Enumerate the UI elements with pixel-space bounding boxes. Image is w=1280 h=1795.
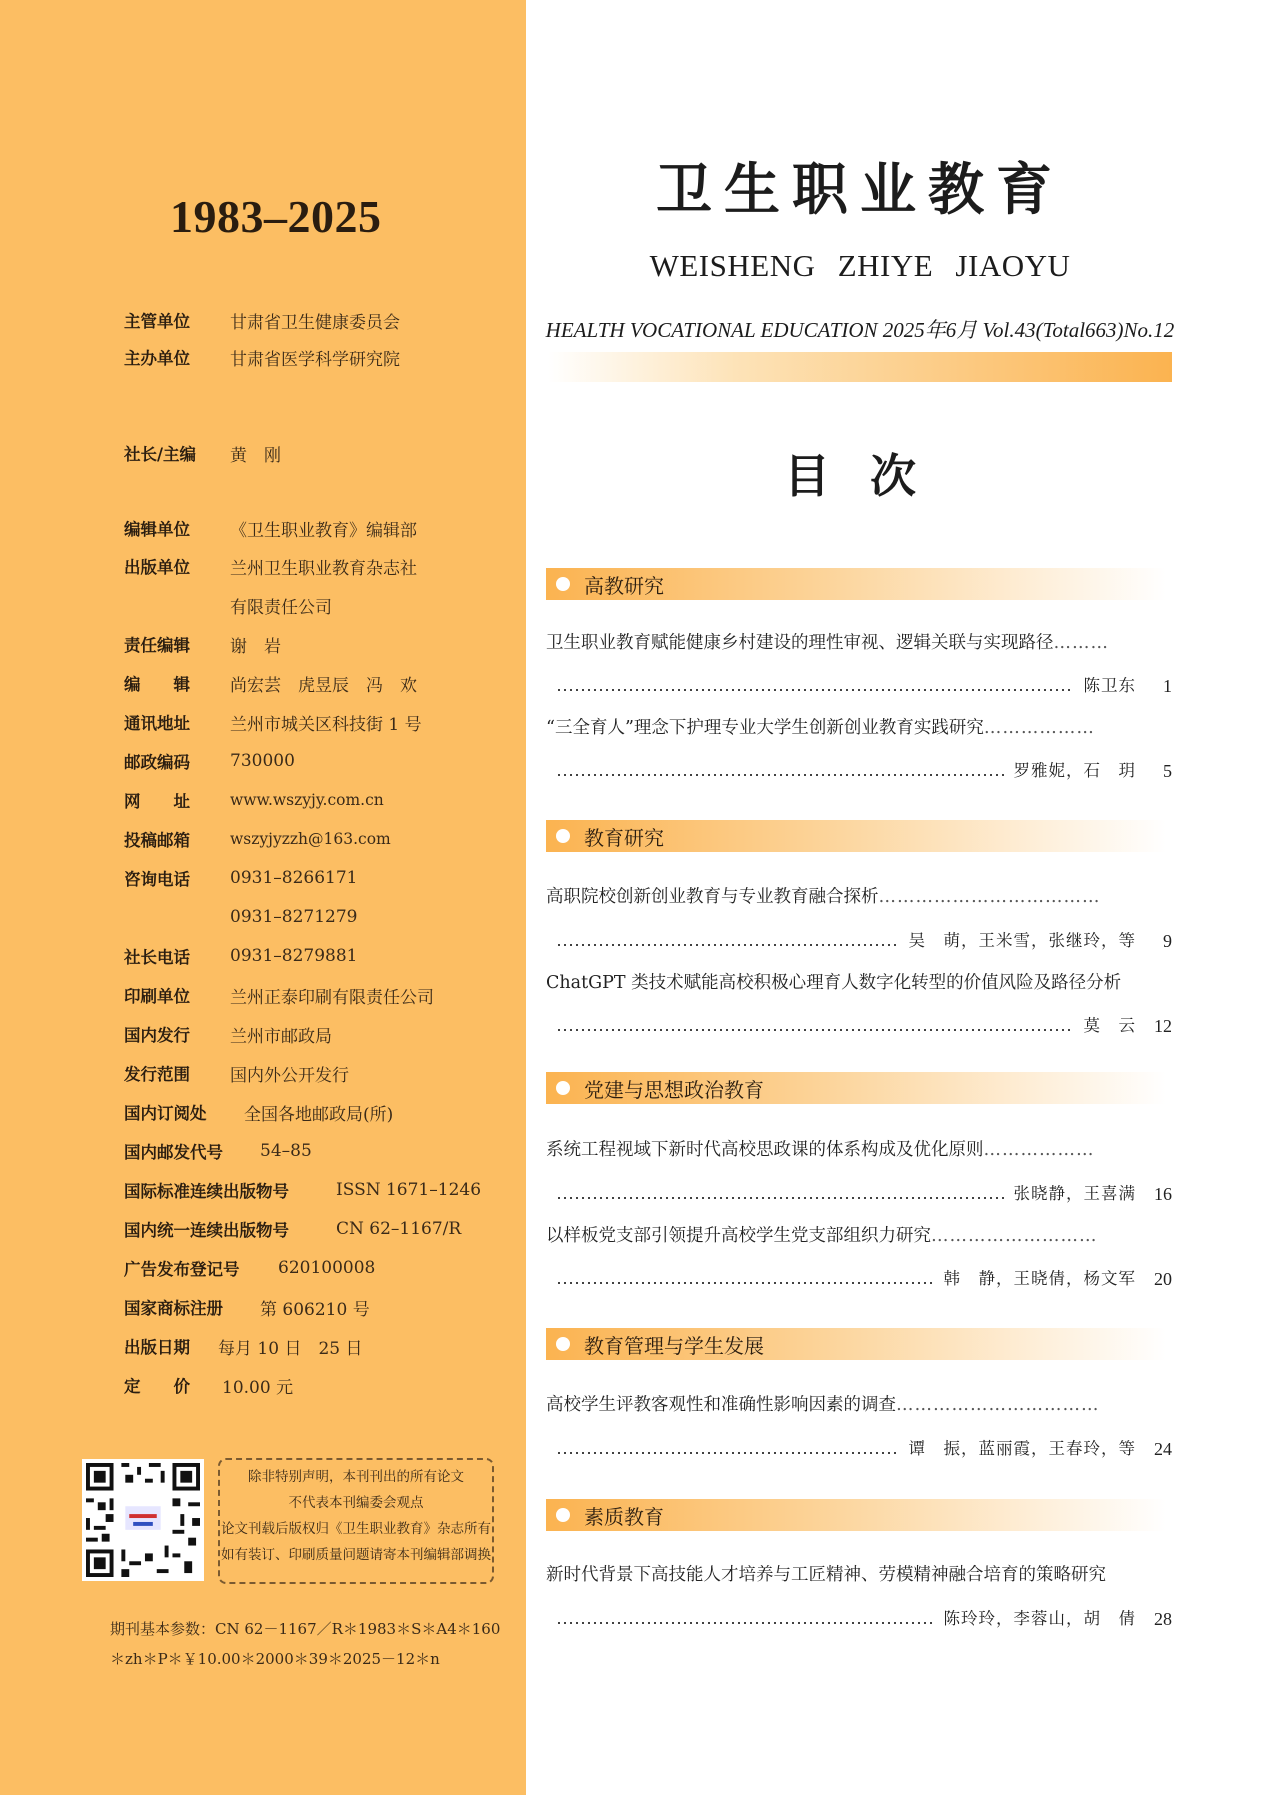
article-page: 9 (1163, 931, 1172, 951)
info-label: 网 址 (124, 792, 190, 811)
sidebar (0, 0, 526, 1795)
info-label: 编辑单位 (124, 520, 190, 539)
article-authors: 张晓静，王喜满 (1013, 1184, 1136, 1203)
article-title[interactable] (546, 884, 1136, 910)
info-label: 社长电话 (124, 948, 190, 967)
info-value: 每月 10 日 25 日 (218, 1338, 363, 1359)
section-name: 素质教育 (584, 1504, 664, 1529)
info-row (124, 345, 400, 370)
info-label: 出版单位 (124, 558, 190, 577)
info-value: 谢 岩 (230, 636, 281, 657)
article-authors: 韩 静，王晓倩，杨文军 (943, 1269, 1136, 1288)
article-page: 5 (1163, 761, 1172, 781)
info-row (124, 1295, 370, 1320)
article-title-text: 高职院校创新创业教育与专业教育融合探析 (546, 887, 879, 907)
bullet-icon (556, 1081, 570, 1095)
dot-leader (556, 774, 1004, 776)
dot-leader (556, 944, 899, 946)
section-header (546, 820, 1166, 852)
article-title-leader: ……………… (983, 718, 1095, 738)
notice-line: 论文刊载后版权归《卫生职业教育》杂志所有 (221, 1521, 491, 1537)
article-byline (556, 673, 1172, 699)
section-header (546, 568, 1166, 600)
article-title[interactable] (546, 1223, 1136, 1249)
article-title[interactable] (546, 970, 1136, 996)
article-title-text: 以样板党支部引领提升高校学生党支部组织力研究 (546, 1226, 931, 1246)
bullet-icon (556, 1508, 570, 1522)
info-row (124, 1334, 363, 1359)
info-row (124, 749, 295, 773)
info-row (124, 516, 417, 541)
info-value: CN 62–1167/R (336, 1219, 462, 1239)
section-header (546, 1499, 1166, 1531)
info-row (124, 1139, 312, 1163)
article-page: 24 (1154, 1439, 1172, 1459)
params-line: ＊zh＊P＊￥10.00＊2000＊39＊2025－12＊n (110, 1650, 440, 1668)
article-authors: 谭 振，蓝丽霞，王春玲，等 (908, 1439, 1136, 1458)
info-row (124, 671, 417, 696)
info-value: 兰州卫生职业教育杂志社 (230, 558, 417, 579)
info-row (124, 308, 400, 333)
info-value: wszyjyzzh@163.com (230, 830, 391, 848)
article-title[interactable] (546, 1562, 1136, 1588)
info-value: 兰州市邮政局 (230, 1026, 332, 1047)
info-row (124, 866, 358, 890)
toc-heading: 目次 (784, 449, 956, 503)
info-label: 社长/主编 (124, 445, 197, 464)
dot-leader (556, 1282, 934, 1284)
info-value: 10.00 元 (222, 1377, 294, 1398)
info-row (124, 710, 422, 735)
journal-title: 卫生职业教育 (656, 157, 1064, 223)
dot-leader (556, 1452, 899, 1454)
info-value: 黄 刚 (230, 445, 281, 466)
article-title-text: 系统工程视域下新时代高校思政课的体系构成及优化原则 (546, 1140, 984, 1160)
article-title-leader: …………………………… (896, 1395, 1100, 1415)
article-byline (556, 1013, 1172, 1039)
article-page: 12 (1154, 1016, 1172, 1036)
article-byline (556, 1436, 1172, 1462)
info-value: 54–85 (260, 1141, 312, 1161)
info-value: 国内外公开发行 (230, 1065, 349, 1086)
info-value: 《卫生职业教育》编辑部 (230, 520, 417, 541)
bullet-icon (556, 577, 570, 591)
article-title[interactable] (546, 630, 1136, 656)
article-title-leader: ……………………………… (878, 887, 1101, 907)
section-name: 党建与思想政治教育 (584, 1077, 764, 1102)
info-label: 邮政编码 (124, 753, 190, 772)
article-title-text: 新时代背景下高技能人才培养与工匠精神、劳模精神融合培育的策略研究 (546, 1565, 1106, 1585)
article-page: 16 (1154, 1184, 1172, 1204)
info-row (124, 788, 384, 812)
article-byline (556, 1181, 1172, 1207)
section-header (546, 1072, 1166, 1104)
info-value: 甘肃省卫生健康委员会 (230, 312, 400, 333)
info-value: www.wszyjy.com.cn (230, 791, 384, 809)
info-value: 0931–8266171 (230, 868, 358, 888)
info-value: 0931–8271279 (230, 907, 358, 927)
article-title[interactable] (546, 1137, 1136, 1163)
article-byline (556, 1606, 1172, 1632)
info-label: 定 价 (124, 1377, 190, 1396)
info-value: 有限责任公司 (230, 597, 332, 618)
article-byline (556, 1266, 1172, 1292)
article-title-text: “三全育人”理念下护理专业大学生创新创业教育实践研究 (546, 718, 984, 738)
dot-leader (556, 1197, 1004, 1199)
info-label: 国内发行 (124, 1026, 190, 1045)
info-row (124, 1256, 376, 1280)
qr-code-icon (86, 1463, 200, 1577)
article-authors: 陈卫东 (1083, 676, 1136, 695)
journal-parameters (110, 1614, 510, 1674)
article-page: 1 (1163, 676, 1172, 696)
info-label: 国内订阅处 (124, 1104, 207, 1123)
info-row (124, 983, 434, 1008)
article-byline (556, 928, 1172, 954)
info-row (124, 441, 281, 466)
info-value: 730000 (230, 751, 295, 771)
info-label: 国际标准连续出版物号 (124, 1182, 289, 1201)
info-value: 甘肃省医学科学研究院 (230, 349, 400, 370)
article-title[interactable] (546, 715, 1136, 741)
article-page: 20 (1154, 1269, 1172, 1289)
bullet-icon (556, 829, 570, 843)
info-row (124, 554, 417, 579)
notice-line: 不代表本刊编委会观点 (288, 1495, 424, 1511)
info-label: 发行范围 (124, 1065, 190, 1084)
article-title-text: ChatGPT 类技术赋能高校积极心理育人数字化转型的价值风险及路径分析 (546, 973, 1122, 993)
info-label: 责任编辑 (124, 636, 190, 655)
info-label: 广告发布登记号 (124, 1260, 240, 1279)
info-label: 主管单位 (124, 312, 190, 331)
info-row (124, 1217, 462, 1241)
info-row (124, 1178, 482, 1202)
info-row (124, 827, 391, 851)
article-authors: 吴 萌，王米雪，张继玲，等 (908, 931, 1136, 950)
article-authors: 罗雅妮，石 玥 (1013, 761, 1136, 780)
section-name: 教育管理与学生发展 (584, 1333, 764, 1358)
article-authors: 莫 云 (1083, 1016, 1136, 1035)
info-label: 咨询电话 (124, 870, 190, 889)
info-row (124, 1100, 394, 1125)
info-label: 印刷单位 (124, 987, 190, 1006)
section-name: 高教研究 (584, 573, 664, 598)
info-value: 兰州市城关区科技街 1 号 (230, 714, 422, 735)
info-label: 国家商标注册 (124, 1299, 223, 1318)
issue-info: HEALTH VOCATIONAL EDUCATION 2025年6月 Vol.43(Total663)No.12 (545, 318, 1175, 342)
info-label: 通讯地址 (124, 714, 190, 733)
info-row (124, 1061, 349, 1086)
info-label: 投稿邮箱 (124, 831, 190, 850)
article-authors: 陈玲玲，李蓉山，胡 倩 (943, 1609, 1136, 1628)
dot-leader (556, 1029, 1074, 1031)
article-title-text: 高校学生评教客观性和准确性影响因素的调查 (546, 1395, 896, 1415)
dot-leader (556, 689, 1074, 691)
info-value: 0931–8279881 (230, 946, 358, 966)
article-title-leader: ……… (1053, 633, 1109, 653)
info-value: 兰州正泰印刷有限责任公司 (230, 987, 434, 1008)
section-name: 教育研究 (584, 825, 664, 850)
info-value: 620100008 (278, 1258, 376, 1278)
notice-line: 除非特别声明，本刊刊出的所有论文 (248, 1469, 464, 1485)
info-value: ISSN 1671–1246 (336, 1180, 482, 1200)
article-byline (556, 758, 1172, 784)
years-range: 1983–2025 (170, 191, 382, 242)
info-row (124, 944, 358, 968)
article-title-text: 卫生职业教育赋能健康乡村建设的理性审视、逻辑关联与实现路径 (546, 633, 1054, 653)
info-value: 第 606210 号 (260, 1299, 370, 1320)
dot-leader (556, 1622, 934, 1624)
info-label: 编 辑 (124, 675, 190, 694)
params-line: 期刊基本参数：CN 62－1167／R＊1983＊S＊A4＊160 (110, 1620, 501, 1638)
article-title-leader: ……………… (983, 1140, 1095, 1160)
qr-code[interactable] (82, 1459, 204, 1581)
section-header (546, 1328, 1166, 1360)
bullet-icon (556, 1337, 570, 1351)
article-page: 28 (1154, 1609, 1172, 1629)
info-label: 国内邮发代号 (124, 1143, 223, 1162)
article-title-leader: ……………………… (931, 1226, 1098, 1246)
info-value: 全国各地邮政局(所) (244, 1104, 394, 1125)
copyright-notice (218, 1458, 494, 1584)
info-row (124, 1022, 332, 1047)
header-gradient-bar (548, 352, 1172, 382)
info-label: 出版日期 (124, 1338, 190, 1357)
info-label: 主办单位 (124, 349, 190, 368)
info-row (124, 632, 281, 657)
info-value: 尚宏芸 虎昱辰 冯 欢 (230, 675, 417, 696)
info-row (124, 1373, 294, 1398)
journal-pinyin: WEISHENG ZHIYE JIAOYU (649, 248, 1071, 283)
info-label: 国内统一连续出版物号 (124, 1221, 289, 1240)
article-title[interactable] (546, 1392, 1136, 1418)
notice-line: 如有装订、印刷质量问题请寄本刊编辑部调换 (221, 1547, 491, 1563)
